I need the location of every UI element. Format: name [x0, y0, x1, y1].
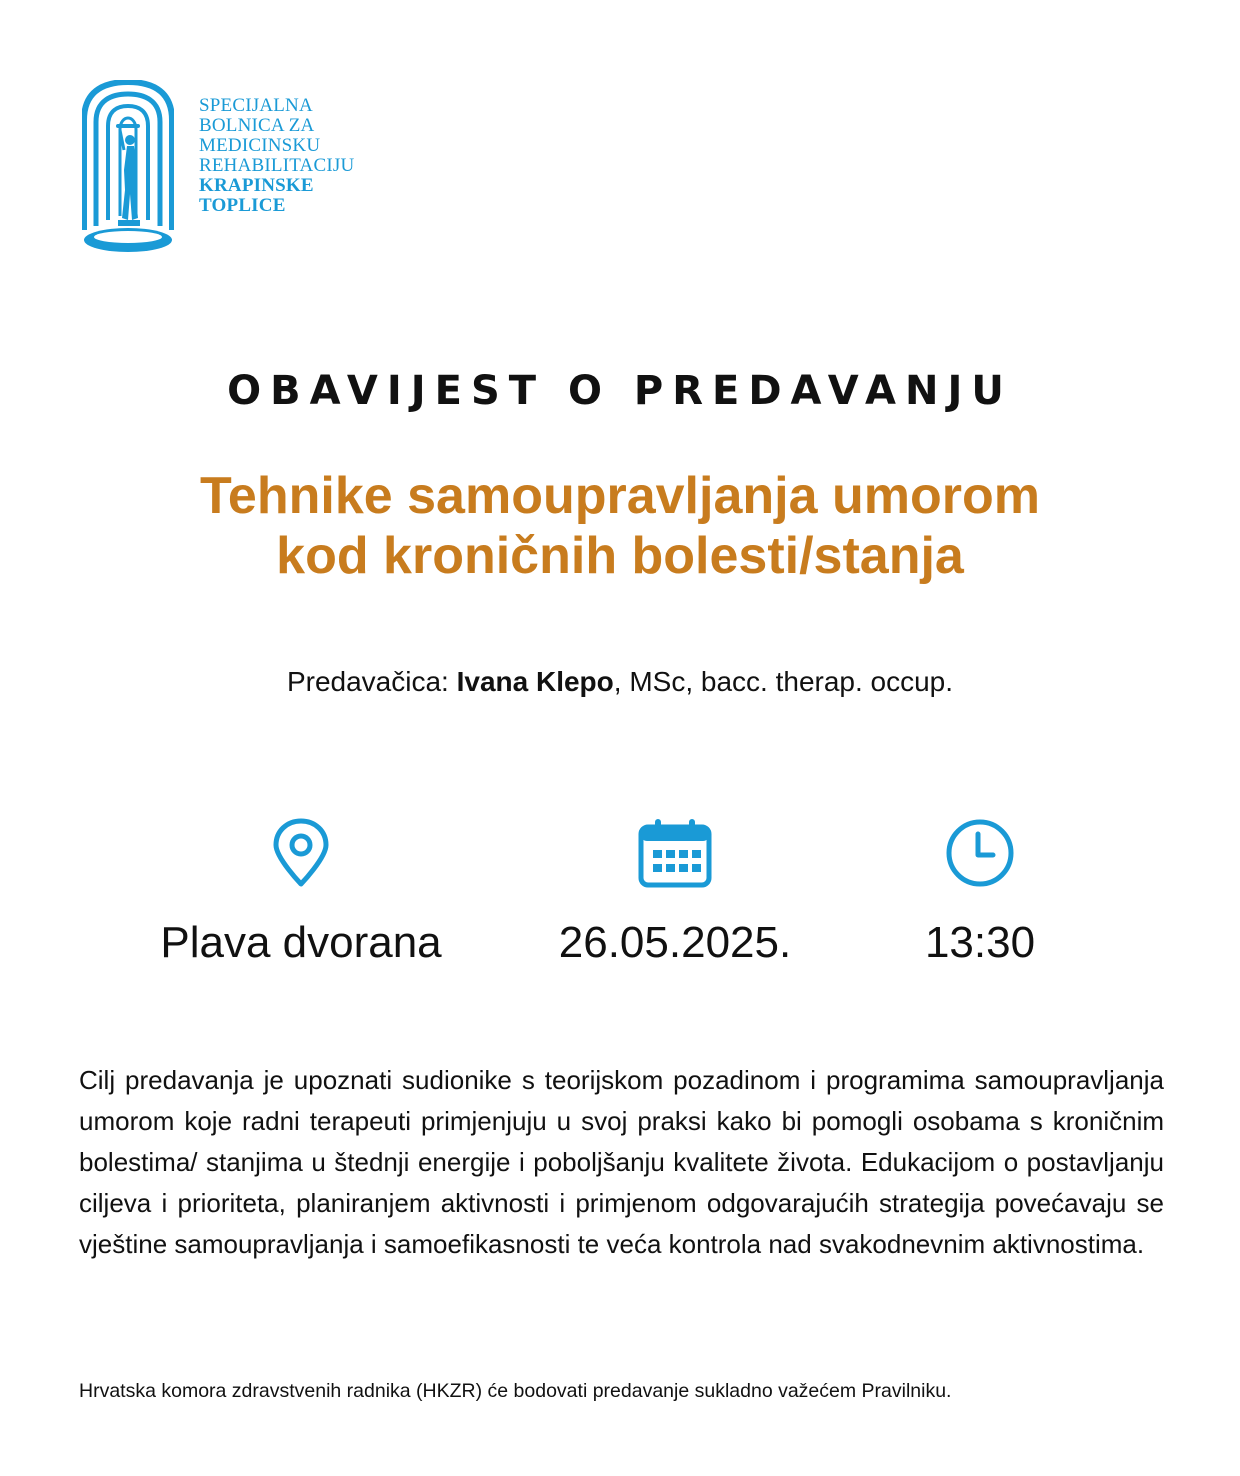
- lecture-description: Cilj predavanja je upoznati sudionike s teorijskom pozadinom i programima samoupravljanja umorom koje radni terapeuti primjenjuju u svoj praksi kako bi pomogli osobama s kroničnim bolestima/ stanjima u štednji energije i poboljšanju kvalitete života. Edukacijom o postavljanju ciljeva i prioriteta, planiranjem aktivnosti i primjenom odgovarajućih strategija povećavaju se vještine samoupravljanja i samoefikasnosti te veća kontrola nad svakodnevnim aktivnostima.: [79, 1065, 1164, 1259]
- date-value: 26.05.2025.: [558, 918, 792, 967]
- lecturer-credentials: , MSc, bacc. therap. occup.: [613, 666, 954, 697]
- logo-line: REHABILITACIJU: [199, 155, 355, 176]
- logo-line-bold: TOPLICE: [199, 195, 286, 216]
- notice-heading: OBAVIJEST O PREDAVANJU: [227, 368, 1013, 414]
- calendar-icon: [638, 818, 712, 888]
- logo-text: [199, 96, 354, 216]
- lecturer-name: Ivana Klepo: [456, 666, 614, 697]
- lecturer-label: Predavačica:: [286, 666, 449, 697]
- location-value: Plava dvorana: [160, 918, 442, 967]
- logo-line-bold: KRAPINSKE: [199, 175, 314, 196]
- lecturer-line: [0, 666, 1240, 698]
- time-info: [880, 818, 1080, 968]
- hospital-logo: [82, 80, 402, 260]
- accreditation-note: Hrvatska komora zdravstvenih radnika (HKZR) će bodovati predavanje sukladno važećem Pravilniku.: [79, 1380, 952, 1402]
- time-value: 13:30: [924, 918, 1036, 967]
- lecture-title-line: Tehnike samoupravljanja umorom: [200, 467, 1040, 525]
- clock-icon: [945, 818, 1015, 888]
- location-info: [150, 818, 452, 968]
- date-info: [525, 818, 825, 968]
- lecture-title-line: kod kroničnih bolesti/stanja: [276, 527, 964, 585]
- fountain-statue-logo-icon: [82, 80, 174, 256]
- logo-line: MEDICINSKU: [199, 135, 321, 156]
- logo-line: SPECIJALNA: [199, 95, 313, 116]
- map-pin-icon: [272, 818, 330, 888]
- lecture-title: [0, 466, 1240, 586]
- logo-line: BOLNICA ZA: [199, 115, 315, 136]
